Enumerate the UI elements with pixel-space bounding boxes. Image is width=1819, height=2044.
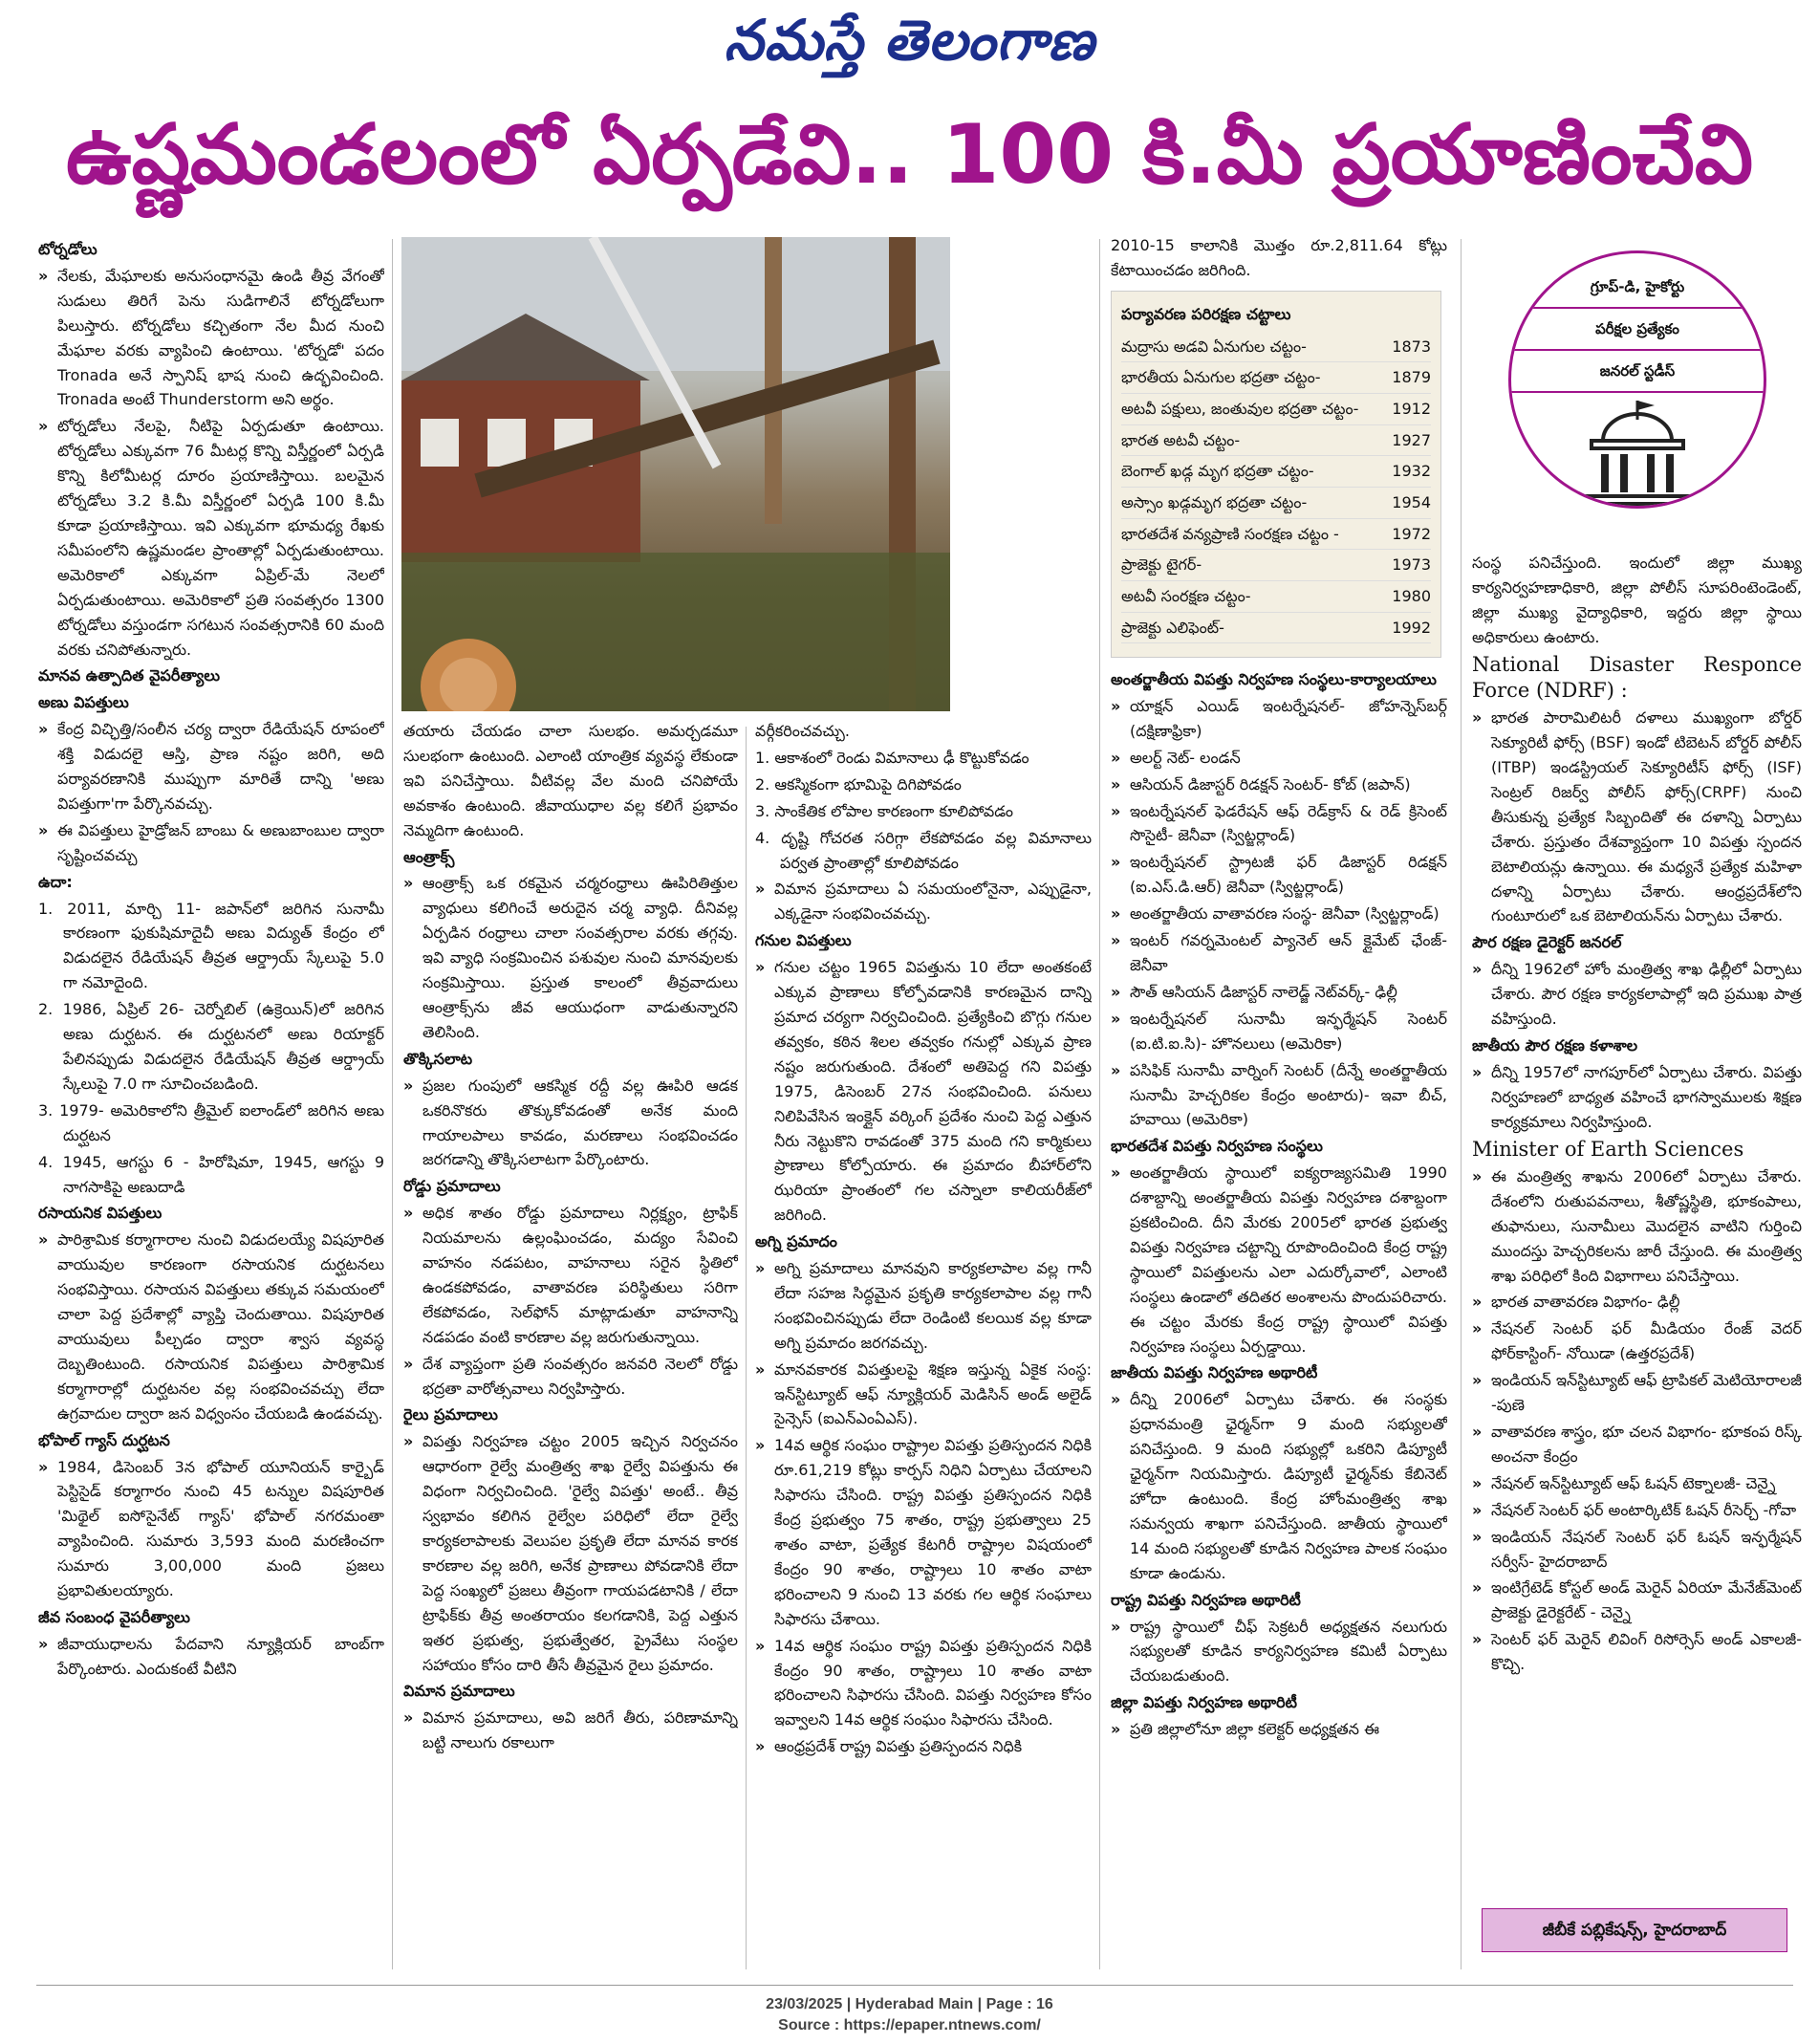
footer-divider (36, 1985, 1793, 1986)
paragraph: » ప్రజల గుంపులో ఆకస్మిక రద్దీ వల్ల ఊపిరి ఆడక ఒకరినొకరు తొక్కుకోవడంతో అనేక మంది గాయాలపాలు కావడం, మరణాలు సంభవించడం జరగడాన్ని తొక్కిసలాటగా పేర్కొంటారు. (403, 1074, 738, 1173)
paragraph: » దీన్ని 1962లో హోం మంత్రిత్వ శాఖ ఢిల్లీలో ఏర్పాటు చేశారు. పౌర రక్షణ కార్యకలాపాల్లో ఇది ప్రముఖ పాత్ర వహిస్తుంది. (1472, 957, 1802, 1032)
subheading: గనుల విపత్తులు (755, 931, 852, 950)
government-building-icon (1511, 393, 1764, 509)
law-row (1121, 581, 1431, 613)
publisher-credit: జీబీకే పబ్లికేషన్స్, హైదరాబాద్ (1482, 1908, 1787, 1952)
law-row (1121, 425, 1431, 457)
environment-laws-box (1111, 291, 1441, 658)
subheading: రసాయనిక విపత్తులు (38, 1204, 162, 1223)
law-name: ప్రాజెక్టు ఎలిఫెంట్- (1121, 618, 1224, 637)
news-photo (401, 237, 950, 711)
masthead-logo: నమస్తే తెలంగాణ (724, 8, 1095, 73)
paragraph: » ఈ విపత్తులు హైడ్రోజన్ బాంబు & అణుబాంబుల ద్వారా సృష్టించవచ్చు (38, 818, 384, 868)
law-year: 1972 (1392, 524, 1431, 543)
subheading: జాతీయ పౌర రక్షణ కళాశాల (1472, 1036, 1638, 1055)
list-item: » ఇంటర్నేషనల్ ఫెడరేషన్ ఆఫ్ రెడ్‌క్రాస్ & రెడ్ క్రిసెంట్ సొసైటీ- జెనీవా (స్విట్జర్లాండ్) (1111, 799, 1447, 849)
list-item: 4. దృష్టి గోచరత సరిగ్గా లేకపోవడం వల్ల విమానాలు పర్వత ప్రాంతాల్లో కూలిపోవడం (755, 828, 1092, 872)
moes-title: Minister of Earth Sciences (1472, 1137, 1744, 1161)
law-name: బెంగాల్ ఖడ్గ మృగ భద్రతా చట్టం- (1121, 462, 1314, 481)
law-name: అస్సాం ఖడ్గమృగ భద్రతా చట్టం- (1121, 493, 1308, 512)
fallen-trees-photo-icon (401, 237, 950, 711)
paragraph: » అధిక శాతం రోడ్డు ప్రమాదాలు నిర్లక్ష్యం, ట్రాఫిక్ నియమాలను ఉల్లంఘించడం, మద్యం సేవించి వాహనం నడపటం, వాహనాలు సరైన స్థితిలో ఉండకపోవడం, వాతావరణ పరిస్థితులు సరిగా లేకపోవడం, సెల్‌ఫోన్ మాట్లాడుతూ వాహనాన్ని నడపడం వంటి కారణాల వల్ల జరుగుతున్నాయి. (403, 1201, 738, 1349)
law-row (1121, 362, 1431, 394)
column-divider (1099, 239, 1100, 1969)
list-item: » ఇండియన్ ఇన్‌స్టిట్యూట్ ఆఫ్ ట్రాపికల్ మెటియోరాలజీ -పుణె (1472, 1368, 1802, 1418)
list-item: » పసిఫిక్ సునామీ వార్నింగ్ సెంటర్ (దీన్నే అంతర్జాతీయ సునామీ హెచ్చరికల కేంద్రం అంటారు)- ఇవా బీచ్, హవాయి (అమెరికా) (1111, 1058, 1447, 1133)
paragraph: » 1984, డిసెంబర్ 3న భోపాల్ యూనియన్ కార్బైడ్ పెస్టిసైడ్ కర్మాగారం నుంచి 45 టన్నుల విషపూరిత 'మిథైల్ ఐసోసైనేట్ గ్యాస్' భోపాల్ నగరమంతా వ్యాపించింది. సుమారు 3,593 మంది మరణించగా సుమారు 3,00,000 మంది ప్రజలు ప్రభావితులయ్యారు. (38, 1455, 384, 1603)
list-item: » ఇండియన్ నేషనల్ సెంటర్ ఫర్ ఓషన్ ఇన్ఫర్మేషన్ సర్వీస్- హైదరాబాద్ (1472, 1525, 1802, 1575)
list-item: » ఇంటర్నేషనల్ స్ట్రాటజీ ఫర్ డిజాస్టర్ రిడక్షన్ (ఐ.ఎస్.డి.ఆర్) జెనీవా (స్విట్జర్లాండ్) (1111, 850, 1447, 900)
paragraph: » జీవాయుధాలను పేదవాని న్యూక్లియర్ బాంబ్‌గా పేర్కొంటారు. ఎందుకంటే వీటిని (38, 1632, 384, 1682)
list-item: » అంతర్జాతీయ వాతావరణ సంస్థ- జెనీవా (స్విట్జర్లాండ్) (1111, 902, 1447, 926)
law-year: 1980 (1392, 587, 1431, 606)
subheading: విమాన ప్రమాదాలు (403, 1682, 515, 1701)
badge-line-1: గ్రూప్-డి, హైకోర్టు (1511, 267, 1764, 309)
paragraph: » విపత్తు నిర్వహణ చట్టం 2005 ఇచ్చిన నిర్వచనం ఆధారంగా రైల్వే మంత్రిత్వ శాఖ రైల్వే విపత్తును ఈ విధంగా నిర్వచించింది. 'రైల్వే విపత్తు' అంటే.. తీవ్ర స్వభావం కలిగిన రైల్వేల పరిధిలో లేదా రైల్వే కార్యకలాపాలకు వెలుపల ప్రకృతి లేదా మానవ కారక కారణాల వల్ల జరిగి, అనేక ప్రాణాలు పోవడానికి లేదా పెద్ద సంఖ్యలో ప్రజలు తీవ్రంగా గాయపడటానికి / లేదా ట్రాఫిక్‌కు తీవ్ర అంతరాయం కలగడానికి, పెద్ద ఎత్తున ఇతర ప్రభుత్వ, ప్రభుత్వేతర, ప్రైవేటు సంస్థల సహాయం కోసం దారి తీసే తీవ్రమైన రైలు ప్రమాదం. (403, 1429, 738, 1677)
column-4 (1111, 667, 1447, 1966)
paragraph: తయారు చేయడం చాలా సులభం. అమర్చడమూ సులభంగా ఉంటుంది. ఎలాంటి యాంత్రిక వ్యవస్థ లేకుండా ఇవి పనిచేస్తాయి. వీటివల్ల వేల మంది చనిపోయే అవకాశం ఉంటుంది. జీవాయుధాల వల్ల కలిగే ప్రభావం నెమ్మదిగా ఉంటుంది. (403, 722, 738, 839)
law-name: భారతీయ ఏనుగుల భద్రతా చట్టం- (1121, 368, 1321, 387)
subheading: టోర్నడోలు (38, 240, 97, 258)
ndrf-title: National Disaster Responce Force (NDRF) : (1472, 652, 1802, 702)
column-divider (746, 727, 747, 1969)
laws-list (1121, 332, 1431, 644)
list-item: 2. ఆకస్మికంగా భూమిపై దిగిపోవడం (755, 774, 962, 794)
list-item: 2. 1986, ఏప్రిల్ 26- చెర్నోబిల్ (ఉక్రెయిన్)లో జరిగిన అణు దుర్ఘటన. ఈ దుర్ఘటనలో అణు రియాక్టర్ పేలినప్పుడు విడుదలైన రేడియేషన్ తీవ్రత ఆర్డ్రాయ్ స్కేలుపై 7.0 గా సూచించబడింది. (38, 1000, 384, 1093)
law-year: 1927 (1392, 430, 1431, 449)
law-row (1121, 613, 1431, 644)
law-year: 1954 (1392, 493, 1431, 512)
subheading: ఉదా: (38, 872, 73, 891)
paragraph: » ఆంధ్రప్రదేశ్ రాష్ట్ర విపత్తు ప్రతిస్పందన నిధికి (755, 1734, 1092, 1759)
law-name: అటవీ పక్షులు, జంతువుల భద్రతా చట్టం- (1121, 400, 1359, 419)
list-item: 1. 2011, మార్చి 11- జపాన్‌లో జరిగిన సునామీ కారణంగా ఫుకుషిమాదైచీ అణు విద్యుత్ కేంద్రం లో విడుదలైన రేడియేషన్ తీవ్రత ఆర్డ్రాయ్ స్కేలుపై 5.0 గా నమోదైంది. (38, 899, 384, 992)
paragraph: » ఈ మంత్రిత్వ శాఖను 2006లో ఏర్పాటు చేశారు. దేశంలోని రుతుపవనాలు, శీతోష్ణస్థితి, భూకంపాలు, తుఫానులు, సునామీలు మొదలైన వాటిని గుర్తించి ముందస్తు హెచ్చరికలను జారీ చేస్తుంది. ఈ మంత్రిత్వ శాఖ పరిధిలో కింది విభాగాలు పనిచేస్తాయి. (1472, 1164, 1802, 1289)
subheading: రోడ్డు ప్రమాదాలు (403, 1177, 501, 1196)
paragraph: » 14వ ఆర్థిక సంఘం రాష్ట్రాల విపత్తు ప్రతిస్పందన నిధికి రూ.61,219 కోట్లు కార్పస్ నిధిని ఏర్పాటు చేయాలని సిఫారసు చేసింది. రాష్ట్ర విపత్తు ప్రతిస్పందన నిధికి కేంద్ర ప్రభుత్వం 75 శాతం, రాష్ట్ర ప్రభుత్వాలు 25 శాతం వాటా, ప్రత్యేక కేటగిరీ రాష్ట్రాల విషయంలో కేంద్రం 90 శాతం, రాష్ట్రాలు 10 శాతం వాటా భరించాలని 9 నుంచి 13 వరకు గల ఆర్థిక సంఘాలు సిఫారసు చేశాయి. (755, 1433, 1092, 1631)
column-5 (1472, 551, 1802, 1899)
law-name: భారతదేశ వన్యప్రాణి సంరక్షణ చట్టం - (1121, 524, 1339, 543)
law-row (1121, 519, 1431, 551)
list-item: 4. 1945, ఆగస్టు 6 - హిరోషిమా, 1945, ఆగస్టు 9 నాగసాకిపై అణుదాడి (38, 1152, 384, 1196)
paragraph: సంస్థ పనిచేస్తుంది. ఇందులో జిల్లా ముఖ్య కార్యనిర్వహణాధికారి, జిల్లా పోలీస్ సూపరింటెండెంట్, జిల్లా ముఖ్య వైద్యాధికారి, ఇద్దరు జిల్లా స్థాయి అధికారులు ఉంటారు. (1472, 554, 1802, 646)
laws-title: పర్యావరణ పరిరక్షణ చట్టాలు (1121, 305, 1291, 323)
subheading: భోపాల్ గ్యాస్ దుర్ఘటన (38, 1430, 170, 1449)
list-item: » సెంటర్ ఫర్ మెరైన్ లివింగ్ రిసోర్సెస్ అండ్ ఎకాలజీ- కొచ్చి. (1472, 1627, 1802, 1677)
law-row (1121, 488, 1431, 519)
paragraph: » పారిశ్రామిక కర్మాగారాల నుంచి విడుదలయ్యే విషపూరిత వాయువుల కారణంగా రసాయనిక దుర్ఘటనలు సంభవిస్తాయి. రసాయన విపత్తులు తక్కువ సమయంలో చాలా పెద్ద ప్రదేశాల్లో వ్యాప్తి చెందుతాయి. విషపూరిత వాయువులు పీల్చడం ద్వారా శ్వాస వ్యవస్థ దెబ్బతింటుంది. రసాయనిక విపత్తులు పారిశ్రామిక కర్మాగారాల్లో దుర్ఘటనల వల్ల సంభవించవచ్చు లేదా ఉగ్రవాదుల ద్వారా జన విధ్వంసం చేయబడి ఉండవచ్చు. (38, 1228, 384, 1425)
paragraph: » రాష్ట్ర స్థాయిలో చీఫ్ సెక్రటరీ అధ్యక్షతన నలుగురు సభ్యులతో కూడిన కార్యనిర్వహణ కమిటీ ఏర్పాటు చేయబడుతుంది. (1111, 1615, 1447, 1689)
list-item: » ఆసియన్ డిజాస్టర్ రిడక్షన్ సెంటర్- కోబ్ (జపాన్) (1111, 772, 1447, 797)
column-2 (403, 719, 738, 1962)
column-3 (755, 719, 1092, 1962)
law-year: 1873 (1392, 337, 1431, 356)
list-item: 3. 1979- అమెరికాలోని త్రీమైల్ ఐలాండ్‌లో జరిగిన అణు దుర్ఘటన (38, 1100, 384, 1144)
list-item: » యాక్షన్ ఎయిడ్ ఇంటర్నేషనల్- జోహన్నెస్‌బర్గ్ (దక్షిణాఫ్రికా) (1111, 694, 1447, 744)
law-name: మద్రాసు అడవి ఏనుగుల చట్టం- (1121, 337, 1307, 356)
subheading: అణు విపత్తులు (38, 693, 129, 712)
list-item: 3. సాంకేతిక లోపాల కారణంగా కూలిపోవడం (755, 801, 1014, 820)
list-item: » ఇంటిగ్రేటెడ్ కోస్టల్ అండ్ మెరైన్ ఏరియా మేనేజ్‌మెంట్ ప్రాజెక్టు డైరెక్టరేట్ - చెన్నై (1472, 1576, 1802, 1625)
list-item: » సౌత్ ఆసియన్ డిజాస్టర్ నాలెడ్జ్ నెట్‌వర్క్- ఢిల్లీ (1111, 980, 1447, 1005)
footer-source[interactable]: Source : https://epaper.ntnews.com/ (778, 2017, 1041, 2033)
column-1 (38, 237, 384, 1958)
paragraph: » దీన్ని 2006లో ఏర్పాటు చేశారు. ఈ సంస్థకు ప్రధానమంత్రి ఛైర్మన్‌గా 9 మంది సభ్యులతో పనిచేస్తుంది. 9 మంది సభ్యుల్లో ఒకరిని డిప్యూటీ ఛైర్మన్‌గా నియమిస్తారు. డిప్యూటీ ఛైర్మన్‌కు కేబినెట్ హోదా ఉంటుంది. కేంద్ర హోంమంత్రిత్వ శాఖ సమన్వయ శాఖగా పనిచేస్తుంది. జాతీయ స్థాయిలో 14 మంది సభ్యులతో కూడిన నిర్వహణ పాలక సంఘం కూడా ఉండును. (1111, 1387, 1447, 1585)
subheading: రైలు ప్రమాదాలు (403, 1405, 498, 1424)
subheading: పౌర రక్షణ డైరెక్టర్ జనరల్ (1472, 933, 1622, 952)
subheading: జీవ సంబంధ వైపరీత్యాలు (38, 1607, 190, 1626)
paragraph: » గనుల చట్టం 1965 విపత్తును 10 లేదా అంతకంటే ఎక్కువ ప్రాణాలు కోల్పోవడానికి కారణమైన దాన్ని ప్రమాద చర్యగా నిర్వచించింది. ప్రత్యేకించి బొగ్గు గనుల తవ్వకం, కఠిన శిలల తవ్వకం గనుల్లో ఎక్కువ ప్రాణ నష్టం జరుగుతుంది. దేశంలో అతిపెద్ద గని విపత్తు 1975, డిసెంబర్ 27న సంభవించింది. పనులు నిలిపివేసిన ఇంక్లైన్ వర్కింగ్ ప్రదేశం నుంచి పెద్ద ఎత్తున నీరు నెట్టుకొని రావడంతో 375 మంది గని కార్మికులు ప్రాణాలు కోల్పోయారు. ఈ ప్రమాదం బీహార్‌లోని ఝరియా ప్రాంతంలో గల చస్నాలా కాలియరీజ్‌లో జరిగింది. (755, 955, 1092, 1228)
page-headline: ఉష్ణమండలంలో ఏర్పడేవి.. 100 కి.మీ ప్రయాణించేవి (65, 107, 1754, 203)
badge-line-2: పరీక్షల ప్రత్యేకం (1511, 309, 1764, 351)
law-year: 1879 (1392, 368, 1431, 387)
paragraph: » విమాన ప్రమాదాలు, అవి జరిగే తీరు, పరిణామాన్ని బట్టి నాలుగు రకాలుగా (403, 1706, 738, 1755)
law-row (1121, 550, 1431, 581)
subheading: ఆంత్రాక్స్ (403, 847, 455, 866)
paragraph: 2010-15 కాలానికి మొత్తం రూ.2,811.64 కోట్లు కేటాయించడం జరిగింది. (1111, 236, 1447, 279)
paragraph: » అంతర్జాతీయ స్థాయిలో ఐక్యరాజ్యసమితి 1990 దశాబ్దాన్ని అంతర్జాతీయ విపత్తు నిర్వహణ దశాబ్దంగా ప్రకటించింది. దీని మేరకు 2005లో భారత ప్రభుత్వ విపత్తు నిర్వహణ చట్టాన్ని రూపొందించింది కేంద్ర రాష్ట్ర స్థాయిలో విపత్తులను ఎలా ఎదుర్కోవాలో, ఎలాంటి సంస్థలు ఉండాలో తదితర అంశాలను పొందుపరిచారు. ఈ చట్టం మేరకు కేంద్ర రాష్ట్ర స్థాయిలో విపత్తు నిర్వహణ సంస్థలు ఏర్పడ్డాయి. (1111, 1161, 1447, 1359)
law-row (1121, 332, 1431, 363)
paragraph: » నేలకు, మేఘాలకు అనుసంధానమై ఉండి తీవ్ర వేగంతో సుడులు తిరిగే పెను సుడిగాలినే టోర్నడోలుగా పిలుస్తారు. టోర్నడోలు కచ్చితంగా నేల మీద నుంచి మేఘాల వరకు వ్యాపించి ఉంటాయి. 'టోర్నడో' పదం Tronada అనే స్పానిష్ భాష నుంచి ఉద్భవించింది. Tronada అంటే Thunderstorm అని అర్థం. (38, 264, 384, 412)
paragraph: » దీన్ని 1957లో నాగపూర్‌లో ఏర్పాటు చేశారు. విపత్తు నిర్వహణలో బాధ్యత వహించే భాగస్వాములకు శిక్షణ కార్యక్రమాలు నిర్వహిస్తుంది. (1472, 1060, 1802, 1135)
paragraph: వర్గీకరించవచ్చు. (755, 722, 850, 740)
subheading: తొక్కిసలాట (403, 1049, 473, 1068)
paragraph: » మానవకారక విపత్తులపై శిక్షణ ఇస్తున్న ఏకైక సంస్థ: ఇన్‌స్టిట్యూట్ ఆఫ్ న్యూక్లియర్ మెడిసిన్ అండ్ అలైడ్ సైన్సెస్ (ఐఎన్ఎంఏఎస్). (755, 1358, 1092, 1432)
law-year: 1912 (1392, 400, 1431, 419)
law-year: 1992 (1392, 618, 1431, 637)
paragraph: » ఆంత్రాక్స్ ఒక రకమైన చర్మరంధ్రాలు ఊపిరితిత్తుల వ్యాధులు కలిగించే అరుదైన చర్మ వ్యాధి. దీనివల్ల ఏర్పడిన రంధ్రాలు చాలా సంవత్సరాల వరకు తగ్గవు. ఇవి వ్యాధి సంక్రమించిన పశువుల నుంచి మానవులకు సంక్రమిస్తాయి. ప్రస్తుత కాలంలో తీవ్రవాదులు ఆంత్రాక్స్‌ను జీవ ఆయుధంగా వాడుతున్నారని తెలిసింది. (403, 871, 738, 1044)
subheading: అగ్ని ప్రమాదం (755, 1232, 837, 1251)
paragraph: » 14వ ఆర్థిక సంఘం రాష్ట్ర విపత్తు ప్రతిస్పందన నిధికి కేంద్రం 90 శాతం, రాష్ట్రాలు 10 శాతం వాటా భరించాలని సిఫారసు చేసింది. విపత్తు నిర్వహణ కోసం ఇవ్వాలని 14వ ఆర్థిక సంఘం సిఫారసు చేసింది. (755, 1634, 1092, 1733)
paragraph: » విమాన ప్రమాదాలు ఏ సమయంలోనైనా, ఎప్పుడైనా, ఎక్కడైనా సంభవించవచ్చు. (755, 877, 1092, 926)
law-name: ప్రాజెక్టు టైగర్- (1121, 555, 1202, 575)
paragraph: » టోర్నడోలు నేలపై, నీటిపై ఏర్పడుతూ ఉంటాయి. టోర్నడోలు ఎక్కువగా 76 మీటర్ల కొన్ని విస్తీర్ణంలో ఏర్పడి కొన్ని కిలోమీటర్ల దూరం ప్రయాణిస్తాయి. బలమైన టోర్నడోలు 3.2 కి.మీ విస్తీర్ణంలో ఏర్పడి 100 కి.మీ కూడా ప్రయాణిస్తాయి. ఇవి ఎక్కువగా భూమధ్య రేఖకు సమీపంలోని ఉష్ణమండల ప్రాంతాల్లో ఏర్పడుతుంటాయి. అమెరికాలో ఎక్కువగా ఏప్రిల్-మే నెలలో ఏర్పడుతుంటాయి. అమెరికాలో ప్రతి సంవత్సరం 1300 టోర్నడోలు వస్తుండగా సగటున సంవత్సరానికి 60 మంది వరకు చనిపోతున్నారు. (38, 414, 384, 662)
subheading: భారతదేశ విపత్తు నిర్వహణ సంస్థలు (1111, 1137, 1323, 1156)
law-name: భారత అటవీ చట్టం- (1121, 430, 1241, 449)
column-divider (1461, 239, 1462, 1969)
list-item: » ఇంటర్ గవర్నమెంటల్ ప్యానెల్ ఆన్ క్లైమేట్ ఛేంజ్- జెనీవా (1111, 928, 1447, 978)
subheading: మానవ ఉత్పాదిత వైపరీత్యాలు (38, 666, 221, 685)
paragraph: » భారత పారామిలిటరీ దళాలు ముఖ్యంగా బోర్డర్ సెక్యూరిటీ ఫోర్స్ (BSF) ఇండో టిబెటన్ బోర్డర్ పోలీస్ (ITBP) ఇండస్ట్రియల్ సెక్యూరిటీస్ ఫోర్స్ (ISF) సెంట్రల్ రిజర్వ్ పోలీస్ ఫోర్స్(CRPF) నుంచి తీసుకున్న ప్రత్యేక సిబ్బందితో ఈ దళాన్ని ఏర్పాటు చేశారు. ప్రస్తుతం దేశవ్యాప్తంగా 10 విపత్తు స్పందన బెటాలియన్లు ఉన్నాయి. ఈ మధ్యనే ప్రత్యేక మహిళా దళాన్ని ఏర్పాటు చేశారు. ఆంధ్రప్రదేశ్‌లోని గుంటూరులో ఒక బెటాలియన్‌ను ఏర్పాటు చేశారు. (1472, 706, 1802, 928)
list-item: » ఇంటర్నేషనల్ సునామీ ఇన్ఫర్మేషన్ సెంటర్ (ఐ.టి.ఐ.సి)- హొనలులు (అమెరికా) (1111, 1007, 1447, 1056)
list-item: » భారత వాతావరణ విభాగం- ఢిల్లీ (1472, 1290, 1802, 1315)
subheading: జాతీయ విపత్తు నిర్వహణ అథారిటీ (1111, 1363, 1318, 1382)
law-year: 1973 (1392, 555, 1431, 575)
list-item: » వాతావరణ శాస్త్రం, భూ చలన విభాగం- భూకంప రిస్క్ అంచనా కేంద్రం (1472, 1420, 1802, 1469)
list-item: » నేషనల్ ఇన్‌స్టిట్యూట్ ఆఫ్ ఓషన్ టెక్నాలజీ- చెన్నై (1472, 1471, 1802, 1496)
column-divider (392, 239, 393, 1969)
law-name: అటవీ సంరక్షణ చట్టం- (1121, 587, 1251, 606)
list-item: » అలర్ట్ నెట్- లండన్ (1111, 746, 1447, 771)
column-4-top (1111, 233, 1447, 287)
list-item: » నేషనల్ సెంటర్ ఫర్ అంటార్కిటిక్ ఓషన్ రీసెర్చ్ -గోవా (1472, 1498, 1802, 1523)
badge-line-3: జనరల్ స్టడీస్ (1511, 351, 1764, 393)
exam-special-badge (1508, 250, 1766, 509)
paragraph: » కేంద్ర విచ్ఛిత్తి/సంలీన చర్య ద్వారా రేడియేషన్ రూపంలో శక్తి విడుదలై ఆస్తి, ప్రాణ నష్టం జరిగి, అది పర్యావరణానికి ముప్పుగా మారితే దాన్ని 'అణు విపత్తుగా'గా పేర్కొనవచ్చు. (38, 717, 384, 816)
subheading: రాష్ట్ర విపత్తు నిర్వహణ అథారిటీ (1111, 1590, 1301, 1609)
list-item: 1. ఆకాశంలో రెండు విమానాలు ఢీ కొట్టుకోవడం (755, 748, 1029, 767)
list-item: » నేషనల్ సెంటర్ ఫర్ మీడియం రేంజ్ వెదర్ ఫోర్‌కాస్టింగ్- నోయిడా (ఉత్తరప్రదేశ్) (1472, 1316, 1802, 1366)
paragraph: » దేశ వ్యాప్తంగా ప్రతి సంవత్సరం జనవరి నెలలో రోడ్డు భద్రతా వారోత్సవాలు నిర్వహిస్తారు. (403, 1352, 738, 1402)
law-row (1121, 456, 1431, 488)
subheading: అంతర్జాతీయ విపత్తు నిర్వహణ సంస్థలు-కార్యాలయాలు (1111, 670, 1437, 688)
footer-date-edition: 23/03/2025 | Hyderabad Main | Page : 16 (766, 1996, 1053, 2012)
paragraph: » ప్రతి జిల్లాలోనూ జిల్లా కలెక్టర్ అధ్యక్షతన ఈ (1111, 1717, 1447, 1742)
law-row (1121, 394, 1431, 425)
subheading: జిల్లా విపత్తు నిర్వహణ అథారిటీ (1111, 1693, 1297, 1712)
paragraph: » అగ్ని ప్రమాదాలు మానవుని కార్యకలాపాల వల్ల గానీ లేదా సహజ సిద్ధమైన ప్రకృతి కార్యకలాపాల వల్ల గానీ సంభవించినప్పుడు లేదా రెండింటి కలయిక వల్ల కూడా అగ్ని ప్రమాదం జరగవచ్చు. (755, 1256, 1092, 1356)
law-year: 1932 (1392, 462, 1431, 481)
